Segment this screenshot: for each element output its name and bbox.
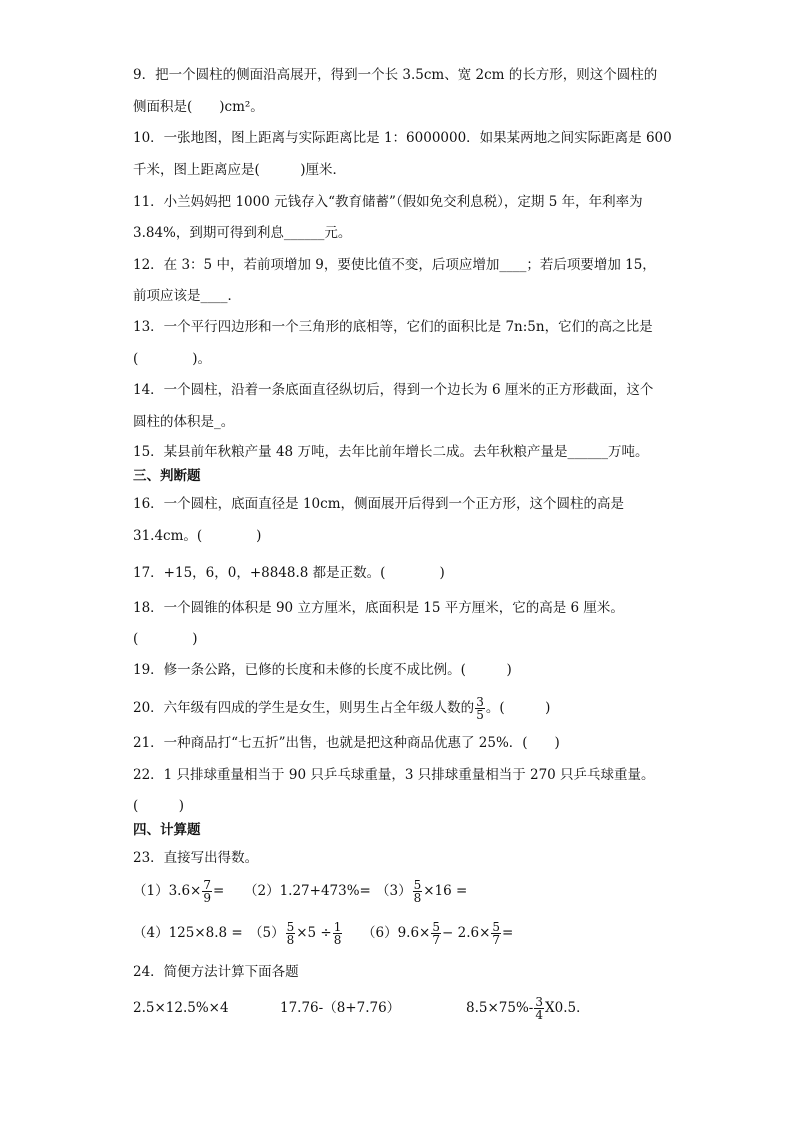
line-q20 bbox=[133, 693, 550, 723]
calc-item-4: （4）125×8.8 = bbox=[133, 925, 243, 941]
calc1-numerator: 7 bbox=[203, 878, 212, 892]
line-q17: 17．+15，6，0，+8848.8 都是正数。( ) bbox=[133, 565, 445, 581]
calc-item-1 bbox=[133, 876, 224, 906]
calc1-equals: = bbox=[213, 883, 225, 899]
calc1-text: （1）3.6× bbox=[133, 883, 202, 899]
line-q15: 15．某县前年秋粮产量 48 万吨，去年比前年增长二成。去年秋粮产量是______万吨。 bbox=[133, 444, 649, 460]
calc6-denominator-2: 7 bbox=[492, 933, 501, 947]
q20-fraction-numerator: 3 bbox=[476, 695, 484, 709]
calc1-fraction bbox=[202, 879, 212, 904]
q20-fraction bbox=[475, 696, 485, 721]
q20-fraction-denominator: 5 bbox=[476, 708, 484, 722]
line-q22a: 22．1 只排球重量相当于 90 只乒乓球重量，3 只排球重量相当于 270 只乒乓球重量。 bbox=[133, 767, 655, 783]
calc6-denominator-1: 7 bbox=[432, 933, 441, 947]
line-q14b: 圆柱的体积是_。 bbox=[133, 414, 235, 430]
calc3-numerator: 5 bbox=[413, 878, 422, 892]
expr3-text: 8.5×75%- bbox=[466, 1000, 534, 1016]
line-q21: 21．一种商品打“七五折”出售，也就是把这种商品优惠了 25%．( ) bbox=[133, 735, 560, 751]
expr3-denominator: 4 bbox=[535, 1008, 543, 1022]
line-q13a: 13．一个平行四边形和一个三角形的底相等，它们的面积比是 7n:5n，它们的高之比是 bbox=[133, 319, 653, 335]
simplify-expr-2: 17.76-（8+7.76） bbox=[280, 1000, 401, 1016]
calc6-fraction-1 bbox=[431, 921, 441, 946]
line-q24: 24．简便方法计算下面各题 bbox=[133, 964, 299, 980]
calc3-rest: ×16 = bbox=[423, 883, 468, 899]
calc6-mid: − 2.6× bbox=[442, 925, 491, 941]
expr3-rest: X0.5． bbox=[545, 1000, 590, 1016]
calc6-numerator-2: 5 bbox=[492, 920, 501, 934]
line-q23: 23．直接写出得数。 bbox=[133, 850, 259, 866]
line-q12a: 12．在 3：5 中，若前项增加 9，要使比值不变，后项应增加____；若后项要增加 15， bbox=[133, 257, 656, 273]
q20-answer: 。( ) bbox=[485, 700, 551, 716]
calc1-denominator: 9 bbox=[203, 891, 212, 905]
calc6-fraction-2 bbox=[491, 921, 501, 946]
line-q13b: ( )。 bbox=[133, 351, 212, 367]
line-q14a: 14．一个圆柱，沿着一条底面直径纵切后，得到一个边长为 6 厘米的正方形截面，这个 bbox=[133, 382, 654, 398]
line-q9b: 侧面积是( )cm²。 bbox=[133, 99, 264, 115]
q20-text: 20．六年级有四成的学生是女生，则男生占全年级人数的 bbox=[133, 700, 475, 716]
calc-item-6 bbox=[362, 918, 513, 948]
calc5-fraction-2 bbox=[333, 921, 343, 946]
simplify-expr-1: 2.5×12.5%×4 bbox=[133, 1000, 229, 1016]
calc6-equals: = bbox=[502, 925, 514, 941]
calc-item-2: （2）1.27+473%= bbox=[244, 883, 371, 899]
calc-item-3 bbox=[376, 876, 467, 906]
line-q11b: 3.84%，到期可得到利息______元。 bbox=[133, 225, 352, 241]
line-q16a: 16．一个圆柱，底面直径是 10cm，侧面展开后得到一个正方形，这个圆柱的高是 bbox=[133, 496, 625, 512]
line-q11a: 11．小兰妈妈把 1000 元钱存入“教育储蓄”（假如免交利息税），定期 5 年，年利率为 bbox=[133, 194, 643, 210]
line-q16b: 31.4cm。( ) bbox=[133, 528, 262, 544]
line-q10a: 10．一张地图，图上距离与实际距离比是 1：6000000．如果某两地之间实际距离是 600 bbox=[133, 130, 672, 146]
line-q18a: 18．一个圆锥的体积是 90 立方厘米，底面积是 15 平方厘米，它的高是 6 厘米。 bbox=[133, 600, 624, 616]
calc6-numerator-1: 5 bbox=[432, 920, 441, 934]
calc3-text: （3） bbox=[376, 883, 412, 899]
line-q12b: 前项应该是____． bbox=[133, 288, 241, 304]
calc5-mid: ×5 ÷ bbox=[296, 925, 332, 941]
calc5-text: （5） bbox=[249, 925, 285, 941]
section-title-judgement: 三、判断题 bbox=[133, 468, 201, 484]
simplify-expr-3 bbox=[466, 993, 590, 1023]
line-q10b: 千米，图上距离应是( )厘米． bbox=[133, 162, 347, 178]
line-q22b: ( ) bbox=[133, 798, 185, 814]
calc5-denominator-1: 8 bbox=[286, 933, 295, 947]
calc5-numerator-2: 1 bbox=[333, 920, 342, 934]
calc6-text: （6）9.6× bbox=[362, 925, 431, 941]
expr3-numerator: 3 bbox=[535, 995, 543, 1009]
section-title-calculation: 四、计算题 bbox=[133, 822, 201, 838]
expr3-fraction bbox=[534, 996, 544, 1021]
line-q9a: 9．把一个圆柱的侧面沿高展开，得到一个长 3.5cm、宽 2cm 的长方形，则这个圆柱的 bbox=[133, 67, 658, 83]
line-q18b: ( ) bbox=[133, 631, 198, 647]
calc5-denominator-2: 8 bbox=[333, 933, 342, 947]
line-q19: 19．修一条公路，已修的长度和未修的长度不成比例。( ) bbox=[133, 662, 512, 678]
calc5-numerator-1: 5 bbox=[286, 920, 295, 934]
calc3-fraction bbox=[413, 879, 423, 904]
calc3-denominator: 8 bbox=[413, 891, 422, 905]
calc5-fraction-1 bbox=[286, 921, 296, 946]
calc-item-5 bbox=[249, 918, 343, 948]
